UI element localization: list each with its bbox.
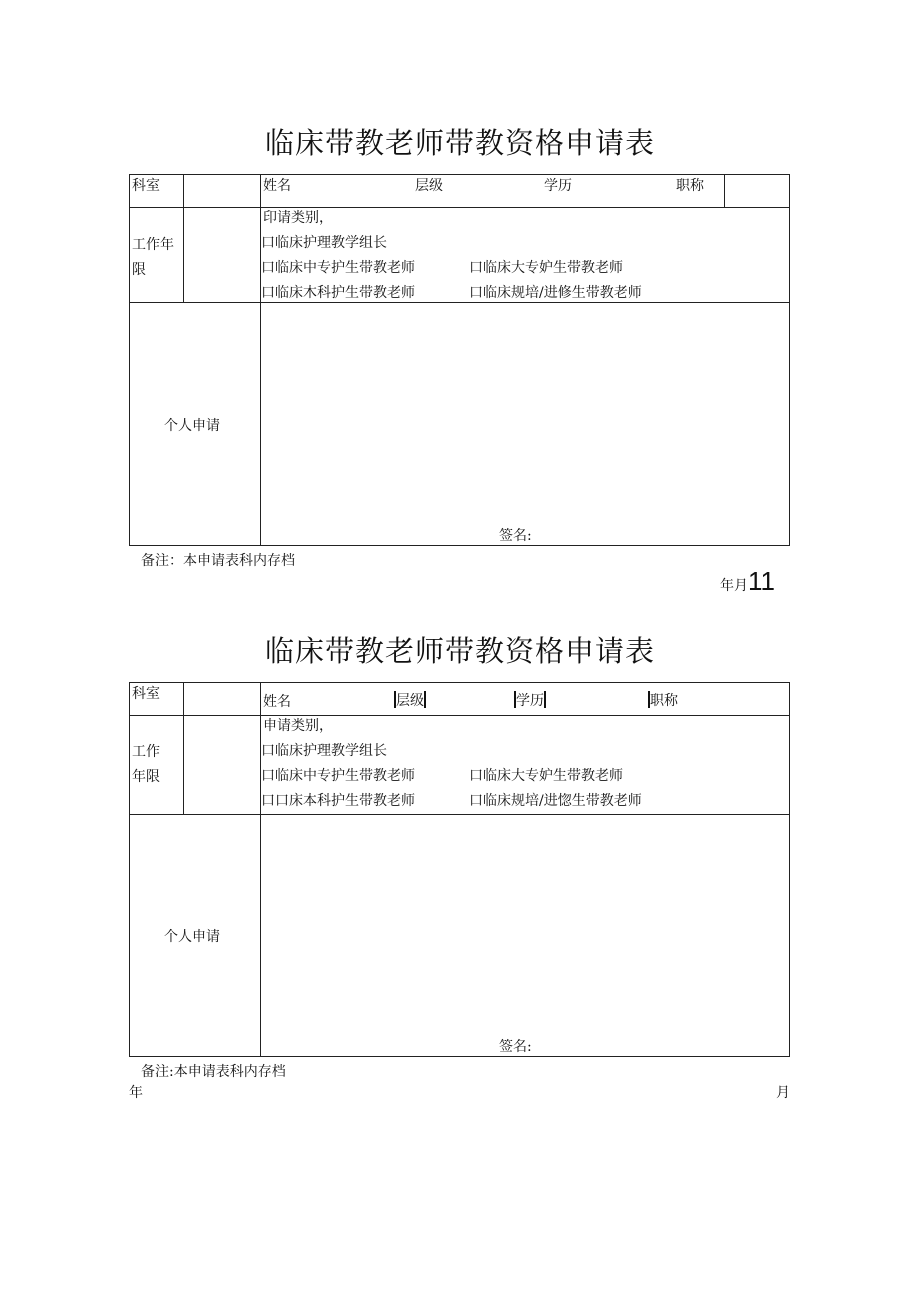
level-label: 层级 xyxy=(396,693,424,709)
form1-title: 临床带教老师带教资格申请表 xyxy=(264,126,655,160)
category-heading: 印请类别， xyxy=(263,210,333,226)
form2-row-divider xyxy=(130,814,789,815)
option-secondary-tutor[interactable]: 口临床中专护生带教老师 xyxy=(261,260,415,276)
edu-cell xyxy=(514,691,546,708)
option-undergrad-tutor[interactable]: 口临床木科护生带教老师 xyxy=(261,285,415,301)
form1-date xyxy=(720,566,775,597)
option-teaching-leader[interactable]: 口临床护理教学组长 xyxy=(261,743,387,759)
option-teaching-leader[interactable]: 口临床护理教学组长 xyxy=(261,235,387,251)
dept-field[interactable] xyxy=(186,175,259,206)
form1-table xyxy=(129,174,790,546)
level-label: 层级 xyxy=(415,178,443,194)
form2-col-divider xyxy=(260,683,261,1057)
rank-label: 职称 xyxy=(676,178,704,194)
form1-col-divider xyxy=(260,175,261,546)
level-cell xyxy=(394,691,426,708)
option-secondary-tutor[interactable]: 口临床中专护生带教老师 xyxy=(261,768,415,784)
personal-application-field[interactable] xyxy=(263,305,783,527)
work-years-field[interactable] xyxy=(186,717,259,813)
form2-col-divider xyxy=(183,683,184,814)
work-years-label: 工作 xyxy=(132,744,160,760)
option-college-tutor[interactable]: 口临床大专妒生带教老师 xyxy=(469,260,623,276)
option-resident-tutor[interactable]: 口临床规培/进修生带教老师 xyxy=(469,285,642,301)
form1-date-number: 11 xyxy=(748,566,775,596)
edu-label: 学历 xyxy=(516,693,544,709)
personal-application-label: 个人申请 xyxy=(164,418,220,434)
rank-field[interactable] xyxy=(726,175,789,206)
bar-mark xyxy=(544,691,546,708)
name-label: 姓名 xyxy=(263,694,291,710)
form2-table xyxy=(129,682,790,1057)
personal-application-field[interactable] xyxy=(263,817,783,1037)
option-college-tutor[interactable]: 口临床大专妒生带教老师 xyxy=(469,768,623,784)
form2-date-year: 年 xyxy=(129,1085,143,1101)
signature-label: 签名: xyxy=(499,1039,532,1055)
category-heading: 申请类别， xyxy=(263,718,333,734)
option-undergrad-tutor[interactable]: 口口床本科护生带教老师 xyxy=(261,793,415,809)
rank-label: 职称 xyxy=(650,693,678,709)
bar-mark xyxy=(424,691,426,708)
form1-note: 备注：本申请表科内存档 xyxy=(141,553,295,569)
form1-col-divider xyxy=(724,175,725,207)
form1-row-divider xyxy=(130,207,789,208)
dept-label: 科室 xyxy=(132,178,160,194)
form1-date-text: 年月 xyxy=(720,578,748,594)
work-years-field[interactable] xyxy=(186,209,259,301)
dept-label: 科室 xyxy=(132,686,160,702)
form2-row-divider xyxy=(130,715,789,716)
form1-col-divider xyxy=(183,175,184,302)
form2-date-month: 月 xyxy=(776,1085,790,1101)
form2-title: 临床带教老师带教资格申请表 xyxy=(264,634,655,668)
option-resident-tutor[interactable]: 口临床规培/进惚生带教老师 xyxy=(469,793,642,809)
work-years-label-cont: 限 xyxy=(132,262,146,278)
dept-field[interactable] xyxy=(186,683,259,714)
signature-label: 签名: xyxy=(499,528,532,544)
rank-cell xyxy=(648,691,678,708)
work-years-label-cont: 年限 xyxy=(132,769,160,785)
work-years-label: 工作年 xyxy=(132,237,174,253)
edu-label: 学历 xyxy=(544,178,572,194)
personal-application-label: 个人申请 xyxy=(164,929,220,945)
name-label: 姓名 xyxy=(263,178,291,194)
form2-note: 备注:本申请表科内存档 xyxy=(141,1064,286,1080)
form1-row-divider xyxy=(130,302,789,303)
